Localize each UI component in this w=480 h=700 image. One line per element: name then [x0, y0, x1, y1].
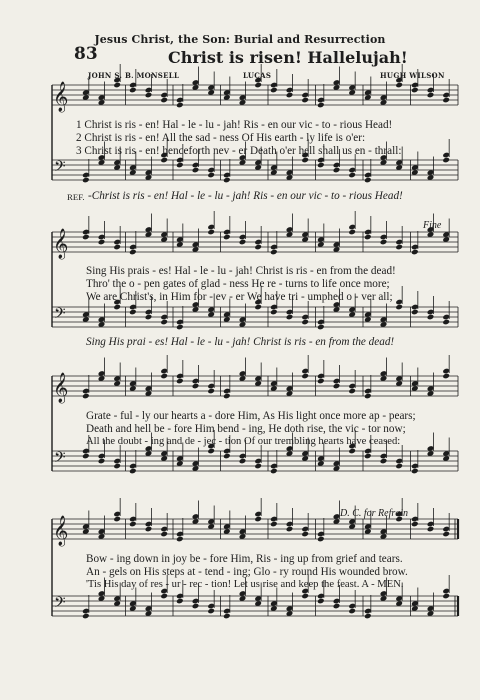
note-head — [364, 393, 372, 400]
note-head — [286, 314, 294, 321]
note-head — [301, 373, 309, 380]
note-head — [176, 102, 184, 109]
refrain-label: REF. — [67, 192, 85, 202]
note-head — [254, 244, 262, 251]
verse-3-line-4: 'Tis His day of res - ur - rec - tion! Let us rise and keep the feast. A - MEN. — [86, 579, 404, 590]
refrain-line-1: -Christ is ris - en! Hal - le - lu - jah! Ris - en our vic - to - rious Head! — [88, 190, 403, 202]
note-head — [254, 82, 262, 89]
note-head — [82, 177, 90, 184]
note-head — [301, 593, 309, 600]
author-credit: JOHN S. B. MONSELL — [88, 71, 180, 80]
note-head — [301, 531, 309, 538]
note-head — [223, 453, 231, 460]
verse-3-line-3: All the doubt - ing and de - jec - tion Of our trembling hearts have ceased: — [86, 436, 401, 447]
note-head — [270, 521, 278, 528]
note-head — [207, 388, 215, 395]
note-head — [286, 526, 294, 533]
note-head — [223, 613, 231, 620]
note-head — [427, 314, 435, 321]
note-head — [411, 87, 419, 94]
note-head — [176, 598, 184, 605]
note-head — [364, 613, 372, 620]
treble-clef-icon: 𝄞 — [53, 82, 69, 112]
note-head — [395, 463, 403, 470]
note-head — [239, 239, 247, 246]
treble-clef-icon: 𝄞 — [53, 373, 69, 403]
verse-1-line: 1 Christ is ris - en! Hal - le - lu - jah! Ris - en our vic - to - rious Head! — [76, 119, 393, 131]
note-head — [270, 87, 278, 94]
note-head — [239, 458, 247, 465]
note-head — [286, 92, 294, 99]
note-head — [348, 448, 356, 455]
note-head — [207, 172, 215, 179]
note-head — [348, 388, 356, 395]
note-head — [442, 373, 450, 380]
refrain-line-2: Sing His prai - es! Hal - le - lu - jah! Christ is ris - en from the dead! — [86, 336, 395, 348]
note-head — [301, 319, 309, 326]
note-head — [364, 177, 372, 184]
composer-credit: HUGH WILSON — [380, 71, 445, 80]
note-head — [442, 97, 450, 104]
note-head — [333, 383, 341, 390]
note-head — [176, 324, 184, 331]
note-head — [395, 304, 403, 311]
note-head — [129, 309, 137, 316]
note-head — [192, 383, 200, 390]
verse-1-line-3: Grate - ful - ly our hearts a - dore Him, As His light once more ap - pears; — [86, 410, 416, 422]
note-head — [301, 157, 309, 164]
note-head — [364, 234, 372, 241]
verse-1-line-2: Sing His prais - es! Hal - le - lu - jah! Christ is ris - en from the dead! — [86, 265, 396, 277]
note-head — [176, 536, 184, 543]
note-head — [348, 608, 356, 615]
note-head — [176, 378, 184, 385]
bass-clef-icon: 𝄢 — [54, 158, 66, 179]
note-head — [82, 234, 90, 241]
note-head — [160, 593, 168, 600]
treble-clef-icon: 𝄞 — [53, 516, 69, 546]
note-head — [395, 244, 403, 251]
note-head — [317, 162, 325, 169]
note-head — [442, 319, 450, 326]
note-head — [411, 468, 419, 475]
dc-refrain-marking: D. C. for Refrain — [340, 508, 409, 519]
note-head — [113, 516, 121, 523]
bass-clef-icon: 𝄢 — [54, 305, 66, 326]
note-head — [317, 598, 325, 605]
note-head — [395, 82, 403, 89]
note-head — [176, 162, 184, 169]
note-head — [207, 229, 215, 236]
note-head — [270, 309, 278, 316]
note-head — [427, 526, 435, 533]
note-head — [411, 521, 419, 528]
note-head — [192, 603, 200, 610]
note-head — [411, 249, 419, 256]
note-head — [223, 177, 231, 184]
note-head — [317, 378, 325, 385]
note-head — [254, 304, 262, 311]
note-head — [113, 82, 121, 89]
treble-clef-icon: 𝄞 — [53, 229, 69, 259]
note-head — [380, 458, 388, 465]
tune-name: LUCAS — [243, 71, 272, 80]
note-head — [113, 304, 121, 311]
note-head — [442, 157, 450, 164]
hymn-title: Christ is risen! Hallelujah! — [168, 48, 408, 67]
hymn-number: 83 — [74, 44, 98, 64]
note-head — [160, 319, 168, 326]
note-head — [129, 468, 137, 475]
verse-2-line-3: Death and hell be - fore Him bend - ing, He doth rise, the vic - tor now; — [86, 423, 406, 435]
note-head — [160, 373, 168, 380]
verse-2-line: 2 Christ is ris - en! All the sad - ness Of His earth - ly life is o'er: — [76, 132, 366, 144]
verse-3-line-2: We are Christ's, in Him for - ev - er We have tri - umphed o - ver all; — [86, 291, 393, 303]
note-head — [380, 239, 388, 246]
note-head — [129, 249, 137, 256]
note-head — [98, 458, 106, 465]
verse-1-line-4: Bow - ing down in joy be - fore Him, Ris - ing up from grief and tears. — [86, 553, 403, 565]
note-head — [317, 536, 325, 543]
note-head — [348, 229, 356, 236]
bass-clef-icon: 𝄢 — [54, 449, 66, 470]
note-head — [82, 393, 90, 400]
note-head — [98, 239, 106, 246]
note-head — [254, 516, 262, 523]
note-head — [160, 97, 168, 104]
note-head — [82, 453, 90, 460]
note-head — [442, 593, 450, 600]
note-head — [160, 157, 168, 164]
note-head — [442, 531, 450, 538]
note-head — [145, 526, 153, 533]
note-head — [113, 463, 121, 470]
note-head — [333, 167, 341, 174]
note-head — [129, 521, 137, 528]
note-head — [411, 309, 419, 316]
fine-marking: Fine — [423, 220, 442, 231]
note-head — [223, 234, 231, 241]
note-head — [270, 468, 278, 475]
note-head — [317, 102, 325, 109]
note-head — [223, 393, 231, 400]
note-head — [364, 453, 372, 460]
note-head — [113, 244, 121, 251]
note-head — [145, 92, 153, 99]
verse-2-line-2: Thro' the o - pen gates of glad - ness He re - turns to life once more; — [86, 278, 390, 290]
bass-clef-icon: 𝄢 — [54, 594, 66, 615]
note-head — [348, 172, 356, 179]
note-head — [207, 448, 215, 455]
verse-2-line-4: An - gels on His steps at - tend - ing; Glo - ry round His wounded brow. — [86, 566, 408, 578]
note-head — [192, 167, 200, 174]
note-head — [270, 249, 278, 256]
note-head — [145, 314, 153, 321]
note-head — [254, 463, 262, 470]
note-head — [333, 603, 341, 610]
note-head — [129, 87, 137, 94]
note-head — [427, 92, 435, 99]
verse-3-line: 3 Christ is ris - en! henceforth nev - er Death o'er hell shall us en - thrall: — [76, 145, 402, 157]
note-head — [301, 97, 309, 104]
note-head — [160, 531, 168, 538]
note-head — [317, 324, 325, 331]
note-head — [207, 608, 215, 615]
note-head — [82, 613, 90, 620]
section-header: Jesus Christ, the Son: Burial and Resurrection — [94, 33, 386, 46]
